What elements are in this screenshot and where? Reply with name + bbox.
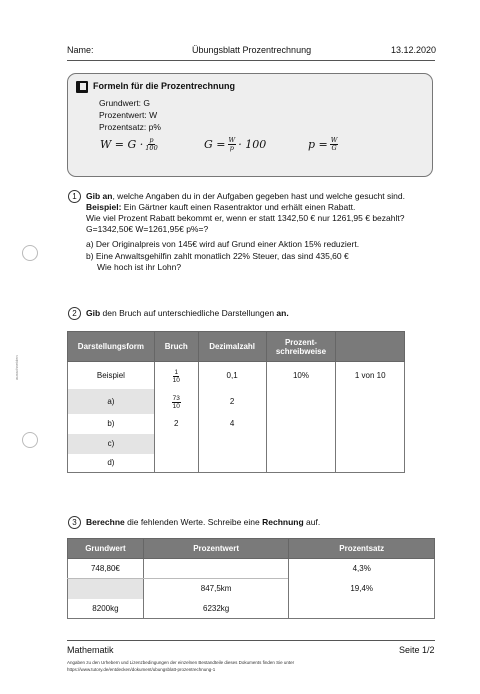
footer-page: Seite 1/2 <box>399 645 435 655</box>
fraction <box>228 137 237 152</box>
task1-bold: Gib an <box>86 191 113 201</box>
grundwert-cell <box>68 579 144 599</box>
fraction-den: 100 <box>145 144 158 152</box>
task2-bold: Gib <box>86 308 101 318</box>
formula-text: · 100 <box>238 138 267 151</box>
punch-hole <box>22 245 38 261</box>
col-header: Darstellungsform <box>68 332 155 362</box>
row-label: b) <box>68 414 155 434</box>
other-cell: 1 von 10 <box>336 362 405 389</box>
task1-bold: Beispiel: <box>86 202 122 212</box>
col-header: Grundwert <box>68 539 144 559</box>
fraction <box>172 395 181 410</box>
header-rule <box>67 60 435 61</box>
fraction-cell <box>154 434 198 454</box>
footer-rule <box>67 640 435 641</box>
task1-line2 <box>86 202 355 213</box>
row-label: d) <box>68 454 155 473</box>
task3-text: die fehlenden Werte. Schreibe eine <box>124 517 263 527</box>
def-prozentsatz: Prozentsatz: p% <box>99 122 161 132</box>
table-row <box>68 579 435 599</box>
formula-prozentsatz <box>308 137 340 152</box>
cut-mark-text: ausschneiden <box>14 355 19 380</box>
other-cell <box>336 389 405 414</box>
decimal-cell <box>198 434 266 454</box>
footer-subject: Mathematik <box>67 645 114 655</box>
fraction <box>145 137 157 152</box>
grundwert-cell: 748,80€ <box>68 559 144 579</box>
formula-box <box>67 73 433 177</box>
table-row <box>68 454 405 473</box>
row-label: c) <box>68 434 155 454</box>
decimal-cell: 4 <box>198 414 266 434</box>
task1-text: , welche Angaben du in der Aufgaben gegeben hast und welche gesucht sind. <box>112 191 405 201</box>
def-prozentwert: Prozentwert: W <box>99 110 158 120</box>
decimal-cell <box>198 454 266 473</box>
formula-title: Formeln für die Prozentrechnung <box>93 81 236 91</box>
col-header: Prozentsatz <box>289 539 435 559</box>
percent-cell <box>266 389 336 414</box>
fraction-den: 10 <box>172 402 180 410</box>
task2-instruction <box>86 308 289 319</box>
fraction-num: W <box>330 136 338 144</box>
col-header: Bruch <box>154 332 198 362</box>
prozentsatz-cell: 4,3% <box>289 559 435 579</box>
formula-prozentwert <box>100 137 160 152</box>
fraction-cell <box>154 454 198 473</box>
task1-line4: G=1342,50€ W=1261,95€ p%=? <box>86 224 209 234</box>
task2-bold: an. <box>276 308 289 318</box>
prozentwert-cell: 847,5km <box>143 579 289 599</box>
fraction <box>330 137 339 152</box>
prozentwert-cell: 6232kg <box>143 599 289 619</box>
license-url[interactable]: https://www.tutory.de/entdecken/dokument/ubungsblatt-prozentrechnung-1 <box>67 667 216 672</box>
fraction-cell <box>154 389 198 414</box>
fraction-num: 73 <box>172 394 180 402</box>
percent-cell <box>266 434 336 454</box>
percent-cell <box>266 414 336 434</box>
name-label: Name: <box>67 45 94 55</box>
table-row <box>68 559 435 579</box>
task-number-3: 3 <box>68 516 81 529</box>
prozentwert-cell <box>143 559 289 579</box>
task1-item-b2: Wie hoch ist ihr Lohn? <box>97 262 182 272</box>
fraction-den: 10 <box>172 376 180 384</box>
col-header: Dezimalzahl <box>198 332 266 362</box>
fraction <box>173 369 180 384</box>
table-row <box>68 599 435 619</box>
other-cell <box>336 434 405 454</box>
fraction-den: p <box>229 144 234 152</box>
prozentsatz-cell: 19,4% <box>289 579 435 599</box>
col-header: Prozentwert <box>143 539 289 559</box>
fraction-num: W <box>228 136 236 144</box>
fraction-table <box>67 331 405 473</box>
percent-cell: 10% <box>266 362 336 389</box>
task1-item-a: a) Der Originalpreis von 145€ wird auf Grund einer Aktion 15% reduziert. <box>86 239 360 249</box>
other-cell <box>336 454 405 473</box>
punch-hole <box>22 432 38 448</box>
date: 13.12.2020 <box>391 45 437 55</box>
fraction-cell: 2 <box>154 414 198 434</box>
table-row <box>68 389 405 414</box>
col-header: Prozent- schreibweise <box>266 332 336 362</box>
formula-grundwert <box>204 137 266 152</box>
other-cell <box>336 414 405 434</box>
def-grundwert: Grundwert: G <box>99 98 151 108</box>
percent-cell <box>266 454 336 473</box>
formula-text: p = <box>308 138 328 151</box>
license-note: Angaben zu den Urhebern und Lizenzbedingungen der einzelnen Bestandteile dieses Dokuments finden Sie unter <box>67 660 295 665</box>
table-row <box>68 414 405 434</box>
col-header <box>336 332 405 362</box>
task-number-1: 1 <box>68 190 81 203</box>
task1-line1 <box>86 191 405 202</box>
fraction-den: G <box>331 144 337 152</box>
task1-item-b: b) Eine Anwaltsgehilfin zahlt monatlich 22% Steuer, das sind 435,60 € <box>86 251 349 261</box>
decimal-cell: 0,1 <box>198 362 266 389</box>
row-label: a) <box>68 389 155 414</box>
row-label: Beispiel <box>68 362 155 389</box>
decimal-cell: 2 <box>198 389 266 414</box>
page-title: Übungsblatt Prozentrechnung <box>192 45 312 55</box>
task3-bold: Rechnung <box>262 517 304 527</box>
task3-instruction <box>86 517 320 528</box>
grundwert-cell: 8200kg <box>68 599 144 619</box>
fraction-cell <box>154 362 198 389</box>
table-row <box>68 434 405 454</box>
prozentsatz-cell <box>289 599 435 619</box>
percent-table <box>67 538 435 619</box>
book-icon <box>76 81 88 93</box>
task1-line3: Wie viel Prozent Rabatt bekommt er, wenn er statt 1342,50 € nur 1261,95 € bezahlt? <box>86 213 405 223</box>
task2-text: den Bruch auf unterschiedliche Darstellungen <box>100 308 277 318</box>
formula-text: W = G · <box>100 138 144 151</box>
fraction-num: p <box>149 136 154 144</box>
task-number-2: 2 <box>68 307 81 320</box>
fraction-num: 1 <box>174 368 179 376</box>
task1-text: Ein Gärtner kauft einen Rasentraktor und erhält einen Rabatt. <box>121 202 356 212</box>
formula-text: G = <box>204 138 226 151</box>
table-row <box>68 362 405 389</box>
task3-bold: Berechne <box>86 517 125 527</box>
task3-text: auf. <box>303 517 321 527</box>
